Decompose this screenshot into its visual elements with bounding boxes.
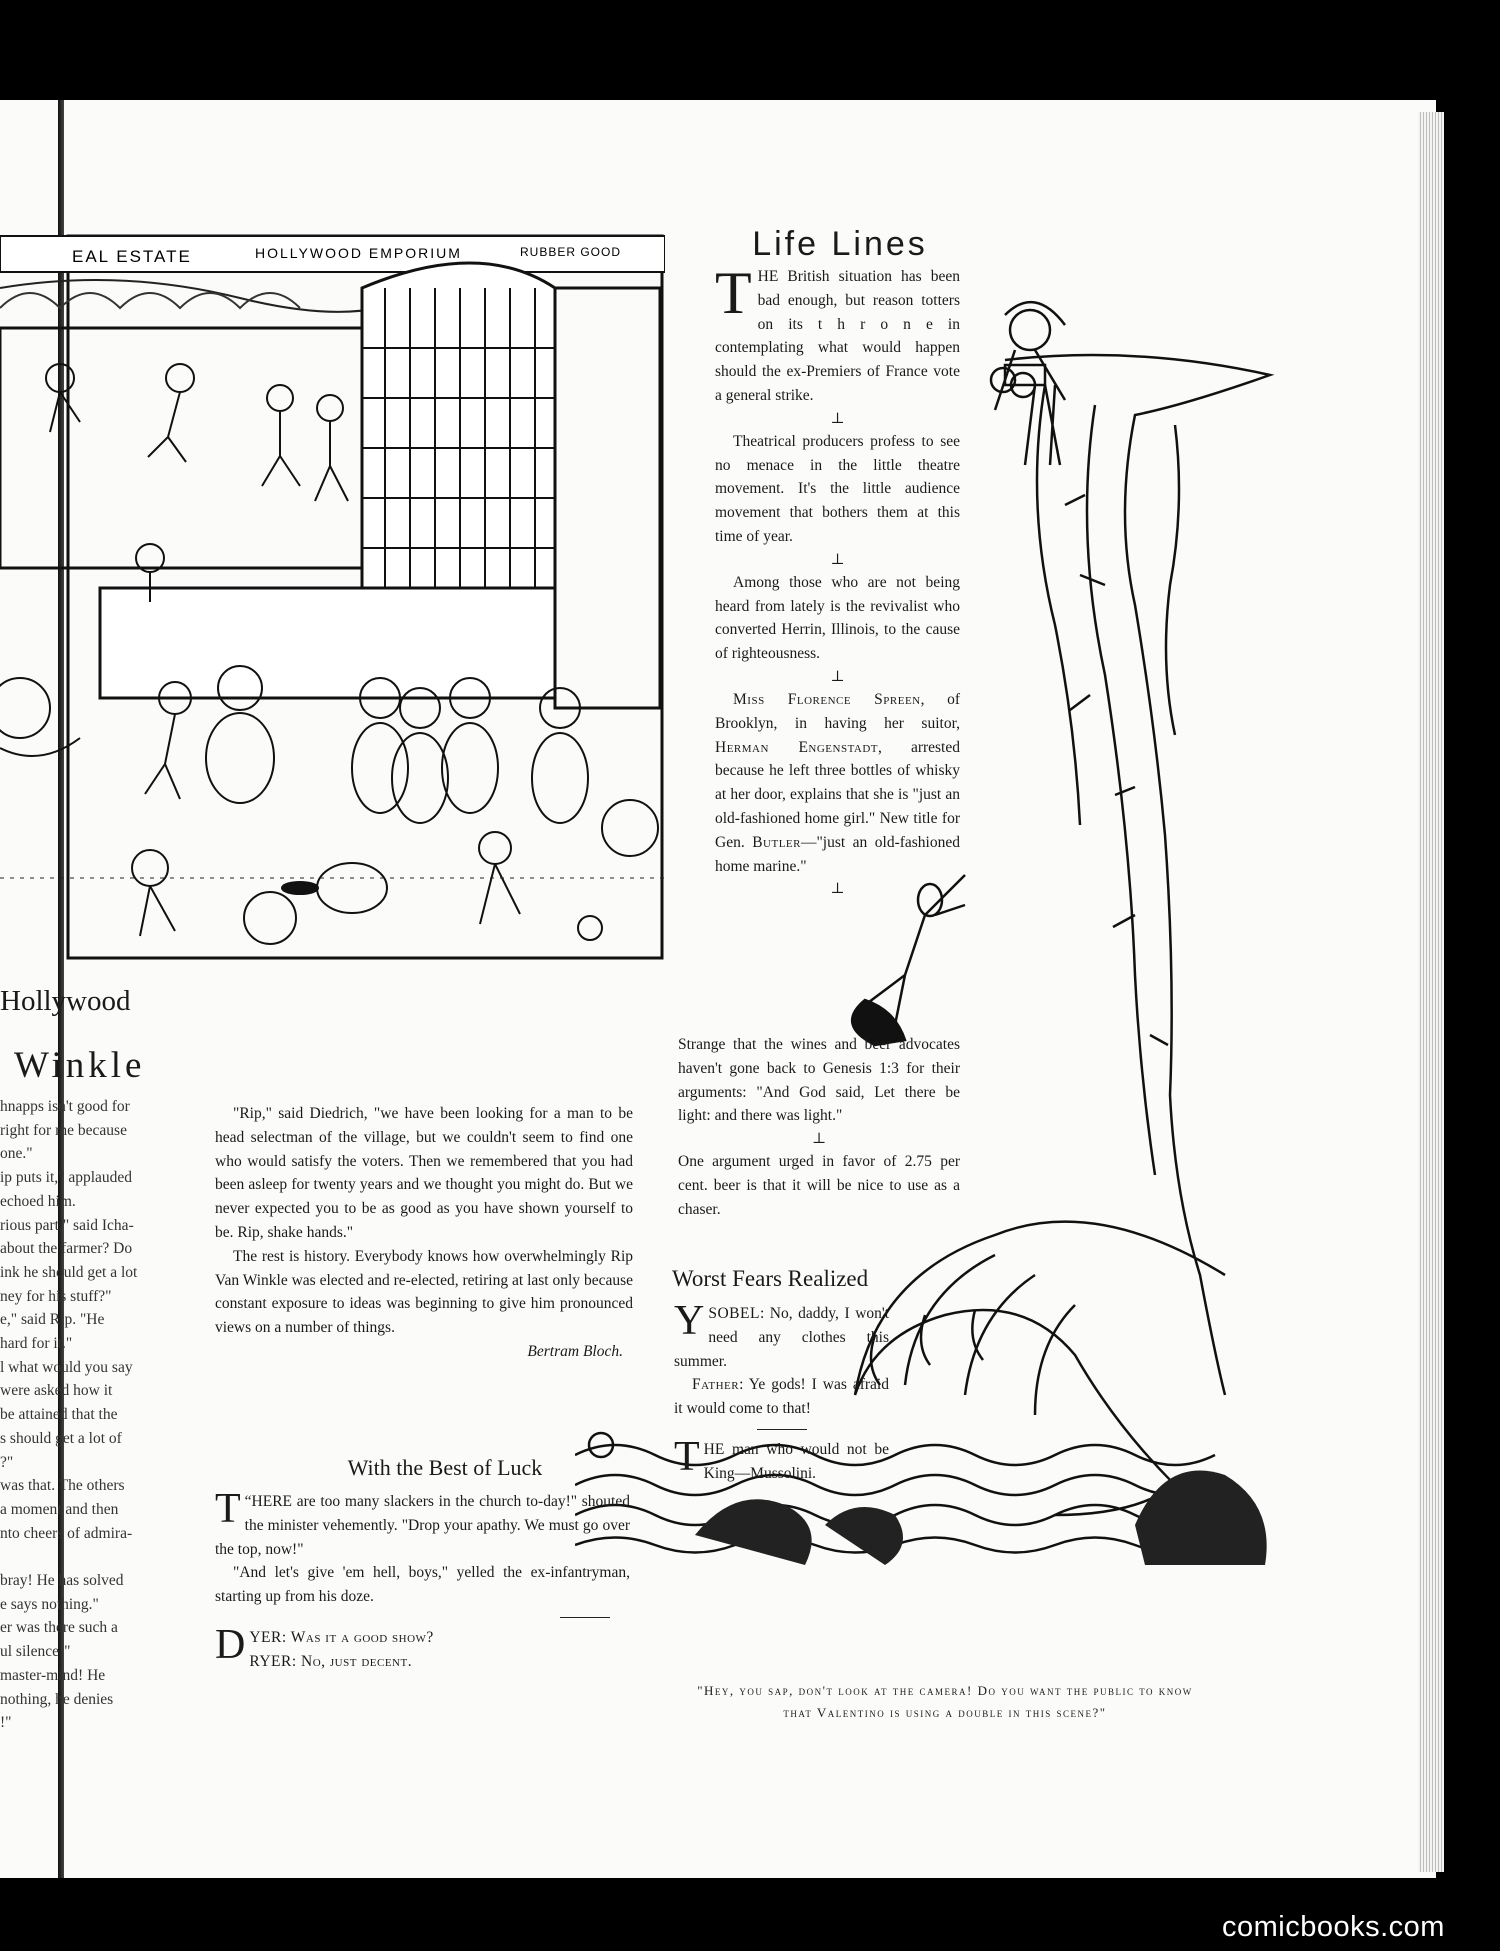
story-author: Bertram Bloch. [527,1342,623,1360]
separator-mark: ⊥ [830,410,845,427]
fragment-line: bray! He has solved [0,1572,124,1590]
mussolini-joke [674,1433,889,1486]
story-heading-line2: Winkle [14,1045,146,1086]
fragment-line: er was there such a [0,1619,118,1637]
dropcap: Y [674,1298,705,1344]
caption-line-2: that Valentino is using a double in this scene?" [783,1705,1107,1720]
life-lines-item-6: One argument urged in favor of 2.75 per cent. beer is that it will be nice to use as a chaser. [678,1153,960,1218]
story-left-fragment-column [0,1095,175,1735]
page-edge [1418,112,1444,1872]
speaker-name: SOBEL [708,1305,760,1322]
item-text: , of Brooklyn, in having her suitor, [715,690,960,732]
life-lines-item-5: Strange that the wines and beer advocates haven't gone back to Genesis 1:3 for their arguments: "And God said, Let there be light: and there was light." [678,1036,960,1125]
worst-fears-title: Worst Fears Realized [672,1266,869,1291]
fragment-line: echoed him. [0,1192,76,1210]
life-lines-item-1 [715,260,960,408]
fragment-line: hard for it." [0,1335,73,1353]
person-name: Herman Engenstadt [715,738,879,756]
fragment-line: one." [0,1145,33,1163]
separator-mark: ⊥ [830,668,845,685]
life-lines-column-upper [715,260,960,900]
fragment-line: was that. The others [0,1477,125,1495]
worst-fears-column [674,1298,889,1486]
story-paragraph-2: The rest is history. Everybody knows how overwhelmingly Rip Van Winkle was elected and re-elected, retiring at last only because constant exposure to ideas was beginning to give him pronounced views on a number of things. [215,1247,633,1337]
short-rule [560,1617,610,1618]
dialogue-text: YER: Was it a good show? [249,1628,434,1646]
minister-paragraph: “ T HERE are too many slackers in the church to-day!" shouted the minister vehemently. "Drop your apathy. We must go over the top, now!" [215,1486,630,1558]
fragment-line: ip puts it," applauded [0,1169,133,1187]
story-paragraph-1: "Rip," said Diedrich, "we have been looking for a man to be head selectman of the village, but we couldn't seem to find one who would satisfy the voters. Then we remembered that you had been asleep for twenty years and we thought you might do. But we never expected you to be as good as you have shown yourself to be. Rip, shake hands." [215,1105,633,1241]
dropcap: T [215,1486,241,1532]
fragment-line: ?" [0,1453,14,1471]
dropcap: T [715,260,752,326]
fragment-line: were asked how it [0,1382,113,1400]
hollywood-riot-cartoon [0,228,665,968]
infantryman-paragraph: "And let's give 'em hell, boys," yelled the ex-infantryman, starting up from his doze. [215,1564,630,1606]
separator-mark: ⊥ [811,1131,827,1148]
fragment-line: e," said Rip. "He [0,1311,105,1329]
dialogue-text: : No, daddy, I won't need any clothes this summer. [674,1305,889,1370]
dialogue-text: RYER: No, just decent. [249,1652,413,1670]
paragraph-text: HERE are too many slackers in the church to-day!" shouted the minister vehemently. "Drop your apathy. We must go over the top, now!" [215,1493,630,1558]
life-lines-item-3: Among those who are not being heard from lately is the revivalist who converted Herrin, Illinois, to the cause of righteousness. [715,573,960,663]
fragment-line: a moment and then [0,1500,119,1518]
short-rule [757,1429,807,1430]
item-text: HE British situation has been bad enough, but reason totters on its t h r o n e in contemplating what would happen should the ex-Premiers of France vote a general strike. [715,268,960,404]
life-lines-column-lower [678,1033,960,1222]
fragment-line: master-mind! He [0,1666,106,1684]
fragment-line: ink he should get a lot [0,1263,138,1281]
sign-emporium: HOLLYWOOD EMPORIUM [255,245,462,261]
life-lines-item-2: Theatrical producers profess to see no menace in the little theatre movement. It's the little audience movement that bothers them at this time of year. [715,432,960,545]
fragment-line: nto cheers of admira- [0,1524,133,1542]
story-heading-line1: Hollywood [0,985,131,1017]
dialogue-text: : Ye gods! I was afraid it would come to that! [674,1376,889,1418]
item-text: , arrested because he left three bottles of whisky at her door, explains that she is "just an old-fashioned home girl." New title for Gen. [715,738,960,851]
separator-mark: ⊥ [830,551,845,568]
person-name: Butler [752,833,801,851]
caption-line-1: "Hey, you sap, don't look at the camera! Do you want the public to know [697,1683,1193,1698]
watermark: comicbooks.com [1222,1911,1445,1943]
cartoon-caption [560,1680,1330,1724]
life-lines-item-4 [715,688,960,878]
fragment-line: right for me because [0,1121,127,1139]
fragment-line: ul silence!" [0,1643,71,1661]
fragment-line: l what would you say [0,1358,133,1376]
life-lines-title: Life Lines [752,225,928,263]
fragment-line [0,1545,175,1569]
fragment-line: rious part," said Icha- [0,1216,134,1234]
fragment-line: e says nothing." [0,1595,99,1613]
dyer-ryer-joke [215,1621,630,1674]
father-line [674,1373,889,1421]
sign-real-estate: EAL ESTATE [72,247,192,266]
fragment-line: hnapps isn't good for [0,1098,130,1115]
ysobel-line [674,1298,889,1373]
person-name: Miss Florence Spreen [733,690,921,708]
fragment-line: !" [0,1714,12,1732]
separator-mark: ⊥ [830,881,845,898]
dropcap: T [674,1433,700,1480]
fragment-line: be attained that the [0,1406,118,1424]
joke-text: HE man who would not be King—Mussolini. [703,1440,889,1482]
fragment-line: nothing, he denies [0,1690,114,1708]
fragment-line: s should get a lot of [0,1429,122,1447]
fragment-line: about the farmer? Do [0,1240,133,1258]
sign-rubber-goods: RUBBER GOOD [520,245,622,259]
rip-story-column [215,1102,633,1364]
fragment-line: ney for his stuff?" [0,1287,112,1305]
dropcap: D [215,1621,246,1668]
best-of-luck-column [215,1486,630,1674]
speaker-name: Father [692,1376,740,1394]
item-text: —"just an old-fashioned home marine." [715,833,960,875]
best-of-luck-title: With the Best of Luck [347,1455,543,1480]
